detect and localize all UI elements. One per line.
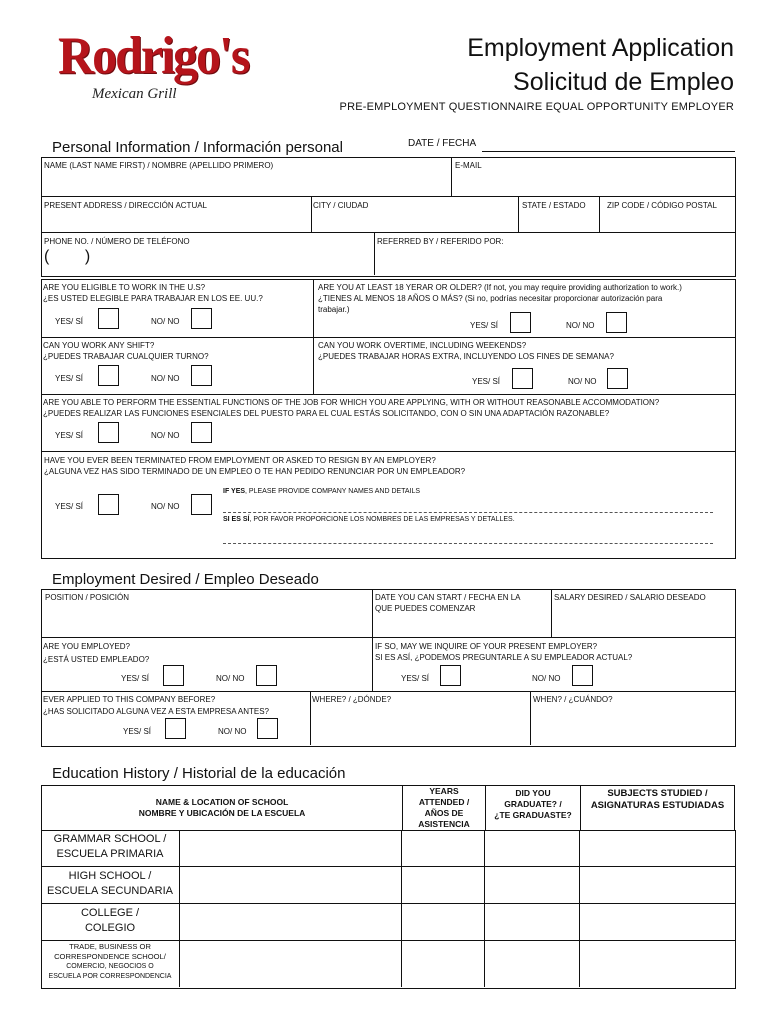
overtime-yes-label: YES/ SÍ bbox=[472, 377, 501, 386]
row-college bbox=[41, 906, 179, 936]
title-english: Employment Application bbox=[467, 34, 734, 62]
date-field[interactable] bbox=[482, 151, 735, 152]
applied-question-en: EVER APPLIED TO THIS COMPANY BEFORE? bbox=[43, 695, 216, 704]
col-years-4: ASISTENCIA bbox=[418, 819, 470, 829]
col-school-name-es: NOMBRE Y UBICACIÓN DE LA ESCUELA bbox=[138, 808, 306, 818]
details-line-2[interactable] bbox=[223, 543, 713, 544]
row-high-1: HIGH SCHOOL / bbox=[68, 870, 152, 882]
functions-yes-label: YES/ SÍ bbox=[55, 431, 84, 440]
start-date-field[interactable]: DATE YOU CAN START / FECHA EN LA bbox=[375, 593, 521, 602]
city-field[interactable]: CITY / CIUDAD bbox=[313, 201, 369, 210]
salary-field[interactable]: SALARY DESIRED / SALARIO DESEADO bbox=[554, 593, 706, 602]
education-header-row bbox=[42, 786, 735, 831]
terminated-yes-label: YES/ SÍ bbox=[55, 502, 84, 511]
inquire-yes-checkbox[interactable] bbox=[440, 665, 461, 686]
eligible-question-en: ARE YOU ELIGIBLE TO WORK IN THE U.S? bbox=[43, 283, 206, 292]
shift-question-en: CAN YOU WORK ANY SHIFT? bbox=[43, 341, 155, 350]
si-si-bold: SI ES SÍ bbox=[223, 516, 250, 523]
age-no-checkbox[interactable] bbox=[606, 312, 627, 333]
overtime-no-label: NO/ NO bbox=[568, 377, 597, 386]
eligible-yes-label: YES/ SÍ bbox=[55, 317, 84, 326]
functions-no-checkbox[interactable] bbox=[191, 422, 212, 443]
inquire-no-checkbox[interactable] bbox=[572, 665, 593, 686]
where-field[interactable]: WHERE? / ¿DÓNDE? bbox=[312, 695, 392, 704]
if-yes-rest: , PLEASE PROVIDE COMPANY NAMES AND DETAILS bbox=[245, 488, 421, 495]
row-grammar-2: ESCUELA PRIMARIA bbox=[56, 848, 164, 860]
applied-no-checkbox[interactable] bbox=[257, 718, 278, 739]
age-question-es: ¿TIENES AL MENOS 18 AÑOS O MÁS? (Si no, podrías necesitar proporcionar autorización para bbox=[318, 294, 663, 303]
eligible-yes-checkbox[interactable] bbox=[98, 308, 119, 329]
col-grad-2: GRADUATE? / bbox=[504, 799, 562, 809]
phone-parens: ( ) bbox=[44, 248, 91, 265]
overtime-question-en: CAN YOU WORK OVERTIME, INCLUDING WEEKENDS? bbox=[318, 341, 527, 350]
employed-no-checkbox[interactable] bbox=[256, 665, 277, 686]
inquire-question-en: IF SO, MAY WE INQUIRE OF YOUR PRESENT EMPLOYER? bbox=[375, 642, 598, 651]
zip-field[interactable]: ZIP CODE / CÓDIGO POSTAL bbox=[607, 201, 717, 210]
age-question-en: ARE YOU AT LEAST 18 YERAR OR OLDER? (If not, you may require providing authorization to work.) bbox=[318, 283, 682, 292]
col-years-2: ATTENDED / bbox=[418, 797, 470, 807]
subtitle: PRE-EMPLOYMENT QUESTIONNAIRE EQUAL OPPORTUNITY EMPLOYER bbox=[339, 101, 734, 113]
email-field[interactable]: E-MAIL bbox=[455, 161, 482, 170]
row-high-2: ESCUELA SECUNDARIA bbox=[47, 885, 173, 897]
shift-yes-label: YES/ SÍ bbox=[55, 374, 84, 383]
overtime-question-es: ¿PUEDES TRABAJAR HORAS EXTRA, INCLUYENDO LOS FINES DE SEMANA? bbox=[318, 352, 614, 361]
row-trade-2: CORRESPONDENCE SCHOOL/ bbox=[54, 952, 166, 961]
address-field[interactable]: PRESENT ADDRESS / DIRECCIÓN ACTUAL bbox=[44, 201, 207, 210]
applied-yes-label: YES/ SÍ bbox=[123, 727, 152, 736]
logo-subtitle: Mexican Grill bbox=[92, 86, 177, 102]
personal-heading: Personal Information / Información personal bbox=[52, 139, 343, 156]
col-years-1: YEARS bbox=[429, 786, 459, 796]
company-logo: Rodrigo's bbox=[58, 25, 249, 85]
shift-yes-checkbox[interactable] bbox=[98, 365, 119, 386]
col-school-name bbox=[42, 786, 403, 831]
eligible-question-es: ¿ES USTED ELEGIBLE PARA TRABAJAR EN LOS EE. UU.? bbox=[43, 294, 263, 303]
name-field[interactable]: NAME (LAST NAME FIRST) / NOMBRE (APELLIDO PRIMERO) bbox=[44, 161, 274, 170]
row-college-2: COLEGIO bbox=[84, 922, 136, 934]
title-spanish: Solicitud de Empleo bbox=[513, 68, 734, 96]
terminated-no-checkbox[interactable] bbox=[191, 494, 212, 515]
shift-question-es: ¿PUEDES TRABAJAR CUALQUIER TURNO? bbox=[43, 352, 209, 361]
age-no-label: NO/ NO bbox=[566, 321, 595, 330]
eligible-no-checkbox[interactable] bbox=[191, 308, 212, 329]
col-school-name-en: NAME & LOCATION OF SCHOOL bbox=[155, 797, 289, 807]
row-trade-3: COMERCIO, NEGOCIOS O bbox=[66, 963, 154, 970]
referred-field[interactable]: REFERRED BY / REFERIDO POR: bbox=[377, 237, 504, 246]
inquire-yes-label: YES/ SÍ bbox=[401, 674, 430, 683]
col-subj-1: SUBJECTS STUDIED / bbox=[607, 788, 708, 799]
terminated-question-es: ¿ALGUNA VEZ HAS SIDO TERMINADO DE UN EMPLEO O TE HAN PEDIDO RENUNCIAR POR UN EMPLEADOR? bbox=[44, 467, 466, 476]
when-field[interactable]: WHEN? / ¿CUÁNDO? bbox=[533, 695, 613, 704]
applied-question-es: ¿HAS SOLICITADO ALGUNA VEZ A ESTA EMPRESA ANTES? bbox=[43, 707, 269, 716]
applied-no-label: NO/ NO bbox=[218, 727, 247, 736]
education-table bbox=[41, 785, 735, 831]
terminated-question-en: HAVE YOU EVER BEEN TERMINATED FROM EMPLOYMENT OR ASKED TO RESIGN BY AN EMPLOYER? bbox=[44, 456, 436, 465]
age-question-es2: trabajar.) bbox=[318, 305, 350, 314]
employed-question-en: ARE YOU EMPLOYED? bbox=[43, 642, 130, 651]
functions-yes-checkbox[interactable] bbox=[98, 422, 119, 443]
age-yes-checkbox[interactable] bbox=[510, 312, 531, 333]
row-grammar-1: GRAMMAR SCHOOL / bbox=[53, 833, 167, 845]
applied-yes-checkbox[interactable] bbox=[165, 718, 186, 739]
phone-field[interactable]: PHONE NO. / NÚMERO DE TELÉFONO bbox=[44, 237, 190, 246]
col-graduated bbox=[486, 786, 581, 831]
employed-yes-label: YES/ SÍ bbox=[121, 674, 150, 683]
date-label: DATE / FECHA bbox=[408, 138, 477, 149]
row-trade-school bbox=[41, 942, 179, 982]
age-yes-label: YES/ SÍ bbox=[470, 321, 499, 330]
col-grad-1: DID YOU bbox=[515, 788, 551, 798]
overtime-no-checkbox[interactable] bbox=[607, 368, 628, 389]
row-college-1: COLLEGE / bbox=[80, 907, 140, 919]
col-years-attended bbox=[403, 786, 486, 831]
inquire-question-es: SI ES ASÍ, ¿PODEMOS PREGUNTARLE A SU EMPLEADOR ACTUAL? bbox=[375, 653, 633, 662]
inquire-no-label: NO/ NO bbox=[532, 674, 561, 683]
if-yes-bold: IF YES bbox=[223, 488, 246, 495]
col-grad-3: ¿TE GRADUASTE? bbox=[494, 810, 572, 820]
details-line-1[interactable] bbox=[223, 512, 713, 513]
employed-question-es: ¿ESTÁ USTED EMPLEADO? bbox=[43, 655, 150, 664]
col-subjects bbox=[581, 786, 735, 831]
position-field[interactable]: POSITION / POSICIÓN bbox=[45, 593, 130, 602]
row-grammar-school bbox=[41, 832, 179, 862]
col-subj-2: ASIGNATURAS ESTUDIADAS bbox=[590, 800, 725, 811]
shift-no-label: NO/ NO bbox=[151, 374, 180, 383]
state-field[interactable]: STATE / ESTADO bbox=[522, 201, 586, 210]
row-trade-4: ESCUELA POR CORRESPONDENCIA bbox=[48, 973, 172, 980]
eligible-no-label: NO/ NO bbox=[151, 317, 180, 326]
employed-no-label: NO/ NO bbox=[216, 674, 245, 683]
functions-question-es: ¿PUEDES REALIZAR LAS FUNCIONES ESENCIALES DEL PUESTO PARA EL CUAL ESTÁS SOLICITANDO, CON O SIN UNA ADAPTACIÓN RAZONABLE? bbox=[43, 409, 610, 418]
functions-no-label: NO/ NO bbox=[151, 431, 180, 440]
start-date-label-es: QUE PUEDES COMENZAR bbox=[375, 604, 476, 613]
si-si-instruction bbox=[223, 516, 515, 523]
functions-question-en: ARE YOU ABLE TO PERFORM THE ESSENTIAL FUNCTIONS OF THE JOB FOR WHICH YOU ARE APPLYING, WITH OR WITHOUT REASONABLE ACCOMMODATION? bbox=[43, 398, 660, 407]
terminated-yes-checkbox[interactable] bbox=[98, 494, 119, 515]
terminated-no-label: NO/ NO bbox=[151, 502, 180, 511]
if-yes-instruction bbox=[223, 488, 420, 495]
si-si-rest: , POR FAVOR PROPORCIONE LOS NOMBRES DE LAS EMPRESAS Y DETALLES. bbox=[249, 516, 515, 523]
employed-yes-checkbox[interactable] bbox=[163, 665, 184, 686]
row-high-school bbox=[41, 869, 179, 899]
personal-box bbox=[41, 157, 736, 277]
col-years-3: AÑOS DE bbox=[424, 808, 464, 818]
education-heading: Education History / Historial de la educación bbox=[52, 765, 346, 782]
row-trade-1: TRADE, BUSINESS OR bbox=[69, 942, 151, 951]
employment-heading: Employment Desired / Empleo Deseado bbox=[52, 571, 319, 588]
overtime-yes-checkbox[interactable] bbox=[512, 368, 533, 389]
shift-no-checkbox[interactable] bbox=[191, 365, 212, 386]
